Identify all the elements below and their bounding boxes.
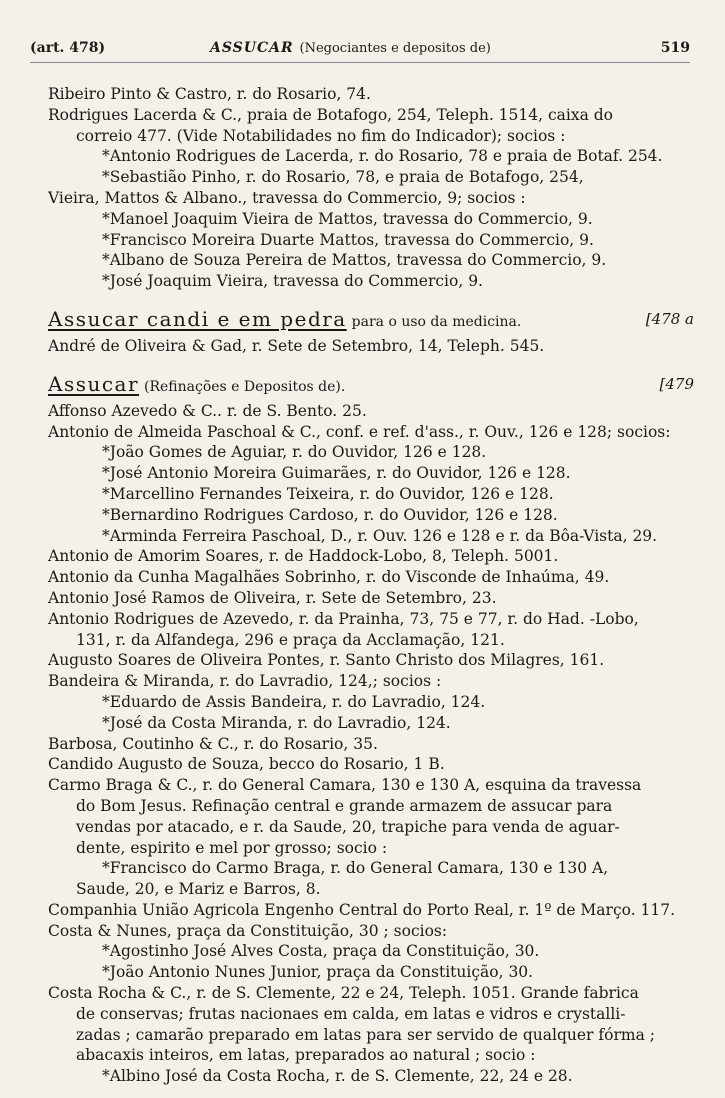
entry-continuation: abacaxis inteiros, em latas, preparados ao natural ; socio :: [76, 1046, 536, 1065]
firm-entry: Barbosa, Coutinho & C., r. do Rosario, 35.: [48, 734, 378, 753]
firm-entry: Vieira, Mattos & Albano., travessa do Commercio, 9; socios :: [48, 188, 526, 207]
member-entry: *Sebastião Pinho, r. do Rosario, 78, e praia de Botafogo, 254,: [102, 168, 584, 187]
page-content: [48, 84, 698, 1087]
member-entry: *Arminda Ferreira Paschoal, D., r. Ouv. 126 e 128 e r. da Bôa-Vista, 29.: [102, 526, 658, 545]
firm-entry: Antonio de Almeida Paschoal & C., conf. e ref. d'ass., r. Ouv., 126 e 128; socios:: [48, 422, 671, 441]
running-title-main: ASSUCAR: [210, 40, 294, 56]
section-title: Assucar: [48, 371, 140, 396]
firm-entry: Antonio Rodrigues de Azevedo, r. da Prainha, 73, 75 e 77, r. do Had. -Lobo,: [48, 609, 639, 628]
member-entry: *Agostinho José Alves Costa, praça da Constituição, 30.: [102, 942, 540, 961]
entry-continuation: correio 477. (Vide Notabilidades no fim do Indicador); socios :: [76, 126, 566, 145]
firm-entry: Ribeiro Pinto & Castro, r. do Rosario, 74.: [48, 85, 371, 103]
top-entries: [48, 84, 698, 292]
member-entry: *José Joaquim Vieira, travessa do Commercio, 9.: [102, 272, 483, 291]
section-heading-assucar: [48, 367, 698, 401]
entry-continuation: vendas por atacado, e r. da Saude, 20, trapiche para venda de aguar-: [76, 817, 620, 836]
member-entry: *José da Costa Miranda, r. do Lavradio, 124.: [102, 713, 451, 732]
entry-continuation: dente, espirito e mel por grosso; socio :: [76, 838, 388, 857]
article-reference: (art. 478): [30, 40, 106, 56]
member-entry: *Eduardo de Assis Bandeira, r. do Lavradio, 124.: [102, 692, 486, 711]
header-rule: [30, 62, 690, 63]
entry-continuation: de conservas; frutas nacionaes em calda, em latas e vidros e crystalli-: [76, 1004, 626, 1023]
firm-entry: Augusto Soares de Oliveira Pontes, r. Santo Christo dos Milagres, 161.: [48, 651, 605, 670]
entry-continuation: 131, r. da Alfandega, 296 e praça da Acclamação, 121.: [76, 630, 505, 649]
member-entry: *Manoel Joaquim Vieira de Mattos, travessa do Commercio, 9.: [102, 209, 593, 228]
member-entry: *Bernardino Rodrigues Cardoso, r. do Ouvidor, 126 e 128.: [102, 505, 558, 524]
candi-entries: [48, 336, 698, 357]
member-entry: *Francisco do Carmo Braga, r. do General Camara, 130 e 130 A,: [102, 859, 609, 878]
firm-entry: Antonio de Amorim Soares, r. de Haddock-Lobo, 8, Teleph. 5001.: [48, 547, 559, 566]
section-description: (Refinações e Depositos de).: [143, 378, 346, 395]
page-header: [30, 36, 690, 60]
section-description: para o uso da medicina.: [351, 313, 522, 330]
member-entry: *Albino José da Costa Rocha, r. de S. Clemente, 22, 24 e 28.: [102, 1067, 573, 1086]
member-entry: *Francisco Moreira Duarte Mattos, travessa do Commercio, 9.: [102, 230, 594, 249]
firm-entry: Bandeira & Miranda, r. do Lavradio, 124,; socios :: [48, 672, 442, 691]
firm-entry: Carmo Braga & C., r. do General Camara, 130 e 130 A, esquina da travessa: [48, 776, 642, 795]
firm-entry: Candido Augusto de Souza, becco do Rosario, 1 B.: [48, 755, 445, 774]
entry-continuation: Saude, 20, e Mariz e Barros, 8.: [76, 880, 321, 899]
running-title: [210, 36, 491, 61]
section-title: Assucar candi e em pedra: [48, 306, 347, 331]
firm-entry: Antonio da Cunha Magalhães Sobrinho, r. do Visconde de Inhaúma, 49.: [48, 568, 610, 587]
firm-entry: André de Oliveira & Gad, r. Sete de Setembro, 14, Teleph. 545.: [48, 336, 545, 355]
firm-entry: Costa & Nunes, praça da Constituição, 30 ; socios:: [48, 921, 448, 940]
entry-continuation: zadas ; camarão preparado em latas para ser servido de qualquer fórma ;: [76, 1025, 655, 1044]
firm-entry: Companhia União Agricola Engenho Central do Porto Real, r. 1º de Março. 117.: [48, 900, 676, 919]
member-entry: *Marcellino Fernandes Teixeira, r. do Ouvidor, 126 e 128.: [102, 484, 554, 503]
member-entry: *José Antonio Moreira Guimarães, r. do Ouvidor, 126 e 128.: [102, 464, 571, 483]
member-entry: *João Antonio Nunes Junior, praça da Constituição, 30.: [102, 963, 534, 982]
running-title-sub: (Negociantes e depositos de): [299, 41, 491, 56]
firm-entry: Antonio José Ramos de Oliveira, r. Sete de Setembro, 23.: [48, 588, 497, 607]
section-heading-candi: [48, 302, 698, 336]
member-entry: *Albano de Souza Pereira de Mattos, travessa do Commercio, 9.: [102, 251, 607, 270]
member-entry: *Antonio Rodrigues de Lacerda, r. do Rosario, 78 e praia de Botaf. 254.: [102, 147, 663, 166]
entry-continuation: do Bom Jesus. Refinação central e grande armazem de assucar para: [76, 796, 613, 815]
section-code: [478 a: [645, 309, 694, 328]
assucar-entries: [48, 401, 698, 1087]
firm-entry: Costa Rocha & C., r. de S. Clemente, 22 e 24, Teleph. 1051. Grande fabrica: [48, 984, 639, 1003]
firm-entry: Rodrigues Lacerda & C., praia de Botafogo, 254, Teleph. 1514, caixa do: [48, 105, 614, 124]
section-code: [479: [659, 374, 694, 393]
member-entry: *João Gomes de Aguiar, r. do Ouvidor, 126 e 128.: [102, 443, 487, 462]
firm-entry: Affonso Azevedo & C.. r. de S. Bento. 25.: [48, 401, 367, 420]
page-number: 519: [660, 40, 690, 56]
